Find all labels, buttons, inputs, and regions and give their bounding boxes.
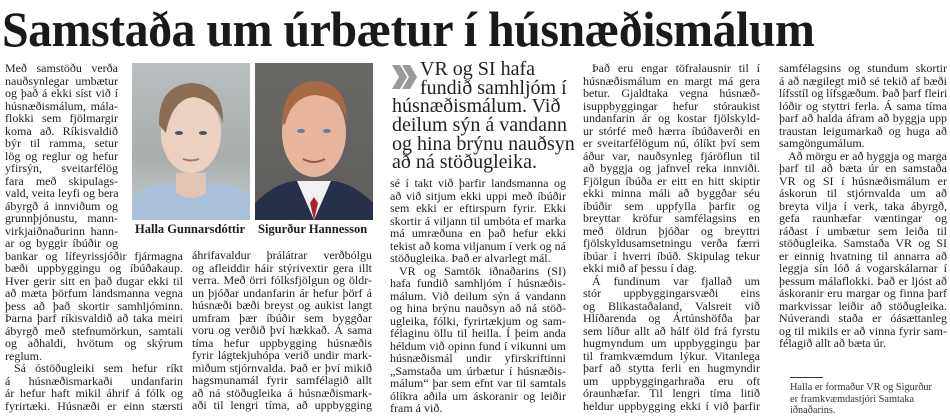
- text-line: húsnæðismálum, mála-: [5, 98, 118, 113]
- text-line: ekki mið af þessu í dag.: [583, 261, 697, 275]
- text-line: skortir á viljann til umbóta ef marka: [390, 213, 566, 228]
- text-line: fram á við.: [390, 401, 443, 415]
- text-line: og aðhaldi, hvötum og skýrum: [5, 336, 183, 350]
- text-line: áður var, nauðsynleg fjáröflun til: [583, 148, 760, 163]
- pull-quote-line: VR og SI hafa: [420, 58, 535, 80]
- text-line: koma að. Ríkisvaldið: [5, 123, 118, 138]
- text-line: voru og verðið því hækkað. Á sama: [192, 323, 372, 337]
- text-line: íbúðir sem uppfylla þarfir og: [583, 198, 760, 213]
- text-line: og það á ekki síst við í: [5, 86, 118, 100]
- text-line: stöðugleika. Samstaða VR og SI: [779, 236, 947, 250]
- text-line: „Samstaða um úrbætur í húsnæðis-: [390, 363, 566, 378]
- text-line: lög og reglur og hefur: [5, 148, 118, 163]
- text-line: ólíkra aðila um áskoranir og leiðir: [390, 388, 566, 403]
- text-line: ar og byggir íbúðir og: [5, 236, 118, 250]
- text-line: er sveitarfélögum nú, ólíkt því sem: [583, 136, 760, 150]
- text-line: að ná stöðugleika á húsnæðismark-: [192, 385, 372, 400]
- portrait-photo-sigurdur: [255, 63, 373, 220]
- text-line: traustan leigumarkað og huga að: [779, 123, 947, 138]
- text-line: ugleika, fólki, fyrirtækjum og sam-: [390, 313, 566, 328]
- pull-quote-line: húsnæðismálum. Við: [392, 95, 561, 118]
- text-line: hugmyndum um uppbyggingu þar: [583, 336, 760, 350]
- text-line: húsnæði bæði breyst og aukist langt: [192, 298, 372, 312]
- text-line: ur stórfé með hærra íbúðaverði en: [583, 123, 760, 138]
- text-line: þess að það skortir samhljóminn.: [5, 298, 183, 313]
- text-line: virkjaiðnaðurinn hann-: [5, 223, 118, 238]
- text-line: að við sitjum ekki uppi með íbúðir: [390, 188, 566, 203]
- text-line: bæði uppbyggingu og íbúðakaup.: [5, 261, 183, 275]
- footer-divider: [790, 377, 823, 378]
- text-line: húsnæðismál undir yfirskriftinni: [390, 351, 566, 365]
- text-line: hafa fundið samhljóm í húsnæðis-: [390, 276, 566, 290]
- text-line: Með samstöðu verða: [5, 61, 118, 75]
- pull-quote-line: að ná stöðugleika.: [392, 151, 537, 174]
- text-line: tíma hefur uppbygging húsnæðis: [192, 335, 372, 350]
- author-note-line: iðnaðarins.: [790, 405, 836, 416]
- text-line: býr til ramma, setur: [5, 136, 118, 150]
- text-line: ábyrgð með stefnumörkun, samtali: [5, 323, 183, 338]
- text-line: umfram þær íbúðir sem byggðar: [192, 310, 372, 325]
- text-line: samgöngumálum.: [779, 136, 865, 150]
- text-line: áskorun til stjórnvalda um að: [779, 186, 947, 200]
- text-line: lífsstíl og lífsgæðum. Það þarf fleiri: [779, 86, 948, 100]
- text-line: ábyrgð á innviðum og: [5, 198, 118, 213]
- text-line: samfélagsins og stundum skortir: [779, 61, 947, 75]
- pull-quote: [392, 58, 575, 174]
- text-line: yfirsýn, sveitarfélög: [5, 161, 118, 175]
- text-line: sem líður allt að hálf öld frá fyrstu: [583, 323, 760, 338]
- text-line: og afleiddir háir stýrivextir gera illt: [192, 260, 372, 275]
- text-line: Á fundinum var fjallað um: [592, 273, 760, 288]
- text-line: málum“ þar sem efnt var til samtals: [390, 376, 566, 390]
- text-line: leggja sín lóð á vogarskálarnar í: [779, 261, 947, 275]
- text-line: un þjóðar undanfarin ár hefur þörf á: [192, 285, 372, 300]
- text-line: breyta vilja í verk, taka ábyrgð,: [779, 198, 947, 213]
- text-line: húsnæðismálum en margt má gera: [583, 73, 760, 88]
- text-line: Það eru engar töfralausnir til í: [592, 61, 760, 75]
- text-line: Fjölgun íbúða er eitt en hitt skiptir: [583, 173, 760, 188]
- author-note: [790, 382, 932, 417]
- text-line: félaginu öllu til heilla. Í þeim anda: [390, 326, 566, 340]
- text-line: reglum.: [5, 348, 42, 363]
- text-line: að mæta þörfum landsmanna vegna: [5, 286, 183, 300]
- article-column-2: [192, 249, 372, 412]
- text-line: vald, veita leyfi og bera: [5, 186, 119, 200]
- text-line: til framkvæmdum lýkur. Vitanlega: [583, 348, 760, 363]
- text-line: flokki sem fjölmargir: [5, 111, 118, 125]
- article-column-3: [390, 177, 566, 415]
- author-note-line: Halla er formaður VR og Sigurður: [790, 382, 932, 393]
- text-line: bankar og lífeyrissjóðir fjármagna: [5, 248, 183, 263]
- text-line: Hver gerir sitt en það dugar ekki til: [5, 273, 183, 288]
- text-line: um uppbyggingarhraða eru oft: [583, 373, 760, 388]
- text-line: fara með skipulags-: [5, 173, 118, 188]
- text-line: ráðast í umbætur sem leiða til: [779, 223, 947, 238]
- text-line: stöðugleika. Það er alvarlegt mál.: [390, 251, 551, 265]
- text-line: miðum stjórnvalda. Það er því mikið: [192, 360, 372, 375]
- text-line: nauðsynlegar umbætur: [5, 73, 118, 88]
- text-line: aði til lengri tíma, að uppbygging: [192, 398, 372, 412]
- portrait-photo-halla: [132, 63, 250, 220]
- text-line: er einnig hvatning til annarra að: [779, 248, 947, 263]
- text-line: á húsnæðismarkaði undanfarin: [5, 373, 183, 388]
- text-line: þarf að stytta ferli en hugmyndir: [583, 361, 760, 375]
- text-line: markvissar leiðir að stöðugleika.: [779, 298, 947, 313]
- article-column-5: [779, 62, 950, 350]
- text-line: héldum við opinn fund í vikunni um: [390, 338, 566, 353]
- text-line: ár hefur haft mikil áhrif á fólk og: [5, 386, 183, 400]
- text-line: á að nægilegt mið sé tekið af bæði: [779, 73, 947, 88]
- text-line: og til mikils er að vinna fyrir sam-: [779, 323, 947, 338]
- text-line: verra. Með örri fólksfjölgun og öldr-: [192, 273, 372, 287]
- text-line: með öldrun þjóðar og breyttri: [583, 223, 760, 238]
- text-line: íbúar í hverri íbúð. Skipulag tekur: [583, 248, 760, 263]
- text-line: VR og SI í húsnæðismálum er: [779, 173, 947, 188]
- text-line: tekist að koma viljanum í verk og ná: [390, 238, 566, 253]
- text-line: VR og Samtök iðnaðarins (SI): [399, 263, 566, 278]
- photo-caption-sigurdur: Sigurður Hannesson: [258, 222, 368, 236]
- text-line: fjölskyldusamsetningu verða færri: [583, 236, 760, 250]
- text-line: lóðir og styttri ferla. Á sama tíma: [779, 98, 947, 113]
- text-line: stór uppbyggingarsvæði eins: [583, 286, 760, 300]
- text-line: Núverandi staða er óásættanleg: [779, 311, 947, 325]
- text-line: þarf að halda áfram að byggja upp: [779, 111, 947, 125]
- pull-quote-line: fundið samhljóm í: [420, 76, 567, 99]
- text-line: fyrirtæki. Húsnæði er einn stærsti: [5, 398, 183, 413]
- text-line: Að mörgu er að hyggja og marga: [788, 148, 947, 163]
- text-line: þarf til að bæta úr en samstaða: [779, 161, 947, 175]
- text-line: þessum málaflokki. Það er ljóst að: [779, 273, 947, 288]
- text-line: Hlíðarenda og Ártúnshöfða þar: [583, 311, 760, 325]
- photo-caption-halla: Halla Gunnarsdóttir: [135, 222, 246, 236]
- text-line: sem ekki er eftirspurn fyrir. Ekki: [390, 201, 566, 215]
- text-line: Þarna þarf ríkisvaldið að taka meiri: [5, 311, 183, 325]
- text-line: og hina brýnu nauðsyn að ná stöð-: [390, 301, 566, 315]
- text-line: sé í takt við þarfir landsmanna og: [390, 176, 566, 190]
- text-line: isuppbyggingar hefur stóraukist: [583, 98, 760, 113]
- pull-quote-line: deilum sýn á vandann: [392, 114, 567, 137]
- text-line: Sá óstöðugleiki sem hefur ríkt: [14, 361, 183, 375]
- text-line: hagsmunamál fyrir samfélagið allt: [192, 373, 372, 387]
- text-line: að byggja og jafnvel reka innviði.: [583, 161, 760, 175]
- text-line: óraunhæfar. Til lengri tíma litið: [583, 386, 760, 400]
- text-line: fyrir lágtekjuhópa verið undir mark-: [192, 348, 372, 362]
- author-note-line: er framkvæmdastjóri Samtaka: [790, 393, 915, 405]
- pull-quote-line: og hina brýnu nauðsyn: [392, 132, 575, 155]
- text-line: heldur uppbygging ekki í við þarfir: [583, 398, 760, 413]
- text-line: má umræðuna en það hefur ekki: [390, 226, 566, 240]
- text-line: betur. Gjaldtaka vegna húsnæð-: [583, 86, 760, 100]
- text-line: áskoranir eru margar og finna þarf: [779, 286, 947, 300]
- text-line: og Blikastaðaland, Valsreit við: [583, 298, 760, 313]
- text-line: málum. Við deilum sýn á vandann: [390, 288, 566, 303]
- text-line: áhrifavaldur þrálátrar verðbólgu: [192, 248, 372, 262]
- text-line: ekki minna máli að byggðar séu: [583, 186, 760, 200]
- text-line: grunnþjónustu, mann-: [5, 211, 118, 225]
- text-line: félagið allt að bæta úr.: [779, 336, 886, 350]
- text-line: undanfarin ár og kostar fjölskyld-: [583, 111, 760, 125]
- text-line: gefa raunhæfar væntingar og: [779, 211, 947, 225]
- headline: Samstaða um úrbætur í húsnæðismálum: [2, 1, 815, 57]
- article-column-4: [583, 62, 760, 412]
- text-line: breyttar kröfur samfélagsins en: [583, 211, 760, 225]
